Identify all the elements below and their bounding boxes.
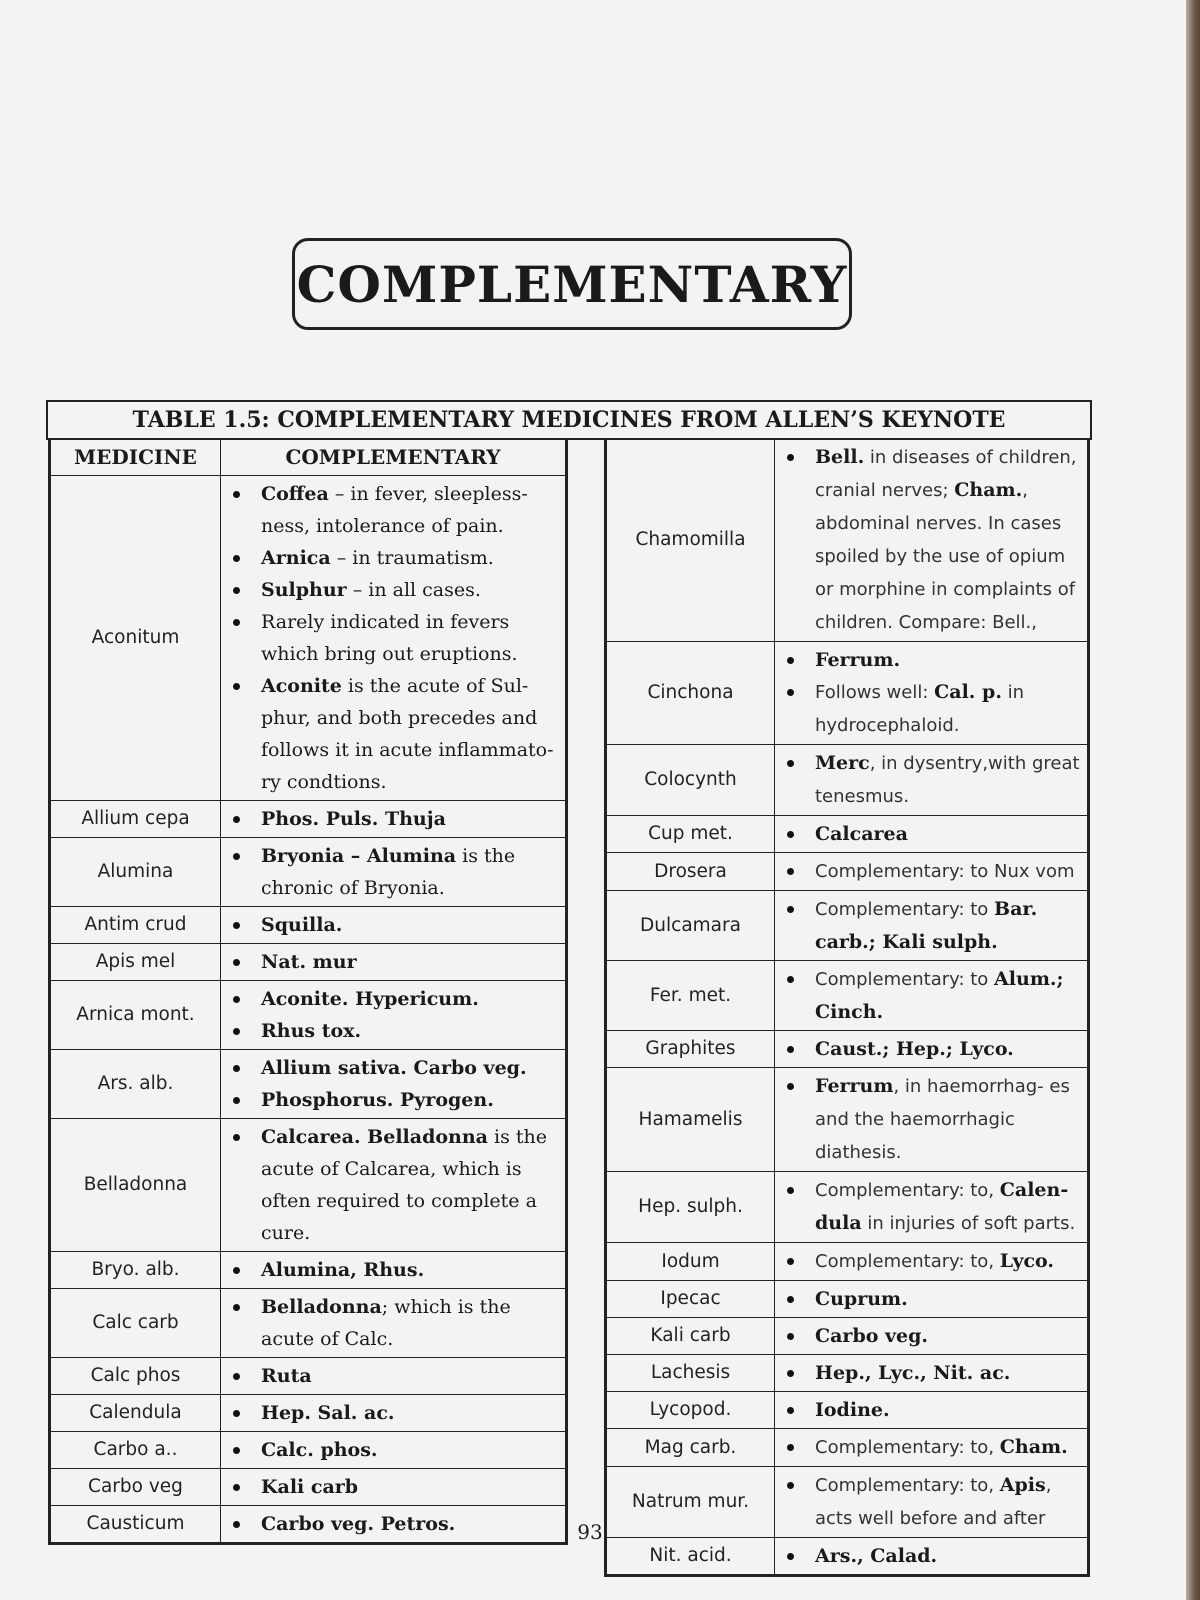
table-row [51, 907, 566, 944]
complementary-cell [221, 1469, 566, 1506]
complementary-list [227, 1254, 559, 1286]
list-item [227, 1434, 559, 1466]
table-row [607, 1318, 1088, 1355]
list-item [227, 983, 559, 1015]
bold-text: Calcarea [815, 823, 908, 845]
complementary-cell [221, 1119, 566, 1252]
medicine-cell: Ars. alb. [51, 1050, 221, 1119]
text: in diseases of children, cranial nerves; [815, 447, 1077, 501]
bold-text: Phos. Puls. Thuja [261, 808, 446, 830]
list-item [781, 1320, 1081, 1352]
complementary-list [781, 1394, 1081, 1426]
bold-text: Squilla. [261, 914, 343, 936]
medicine-cell: Colocynth [607, 745, 775, 816]
medicine-cell: Carbo veg [51, 1469, 221, 1506]
list-item [781, 1394, 1081, 1426]
complementary-list [781, 1245, 1081, 1278]
header-row [51, 439, 566, 476]
text: ; which is the acute of Calc. [261, 1296, 511, 1350]
medicine-cell: Hep. sulph. [607, 1172, 775, 1243]
text: – in traumatism. [330, 547, 494, 569]
complementary-cell [221, 1289, 566, 1358]
complementary-list [781, 1070, 1081, 1169]
text: , in haemorrhag- es and the haemorrhagic diathesis. [815, 1076, 1070, 1163]
text: Complementary: to, [815, 1475, 1000, 1496]
bold-text: Cuprum. [815, 1288, 908, 1310]
bold-text: Rhus tox. [261, 1020, 362, 1042]
complementary-cell [775, 1429, 1088, 1467]
bold-text: Ferrum. [815, 649, 901, 671]
list-item [227, 1121, 559, 1249]
medicine-cell: Apis mel [51, 944, 221, 981]
medicine-cell: Graphites [607, 1031, 775, 1068]
bold-text: Arnica [261, 547, 331, 569]
table-row [51, 1432, 566, 1469]
complementary-list [227, 803, 559, 835]
bold-text: Allium sativa. Carbo veg. [261, 1057, 527, 1079]
medicine-cell: Lycopod. [607, 1392, 775, 1429]
text: Complementary: to [815, 899, 995, 920]
list-item [227, 478, 559, 542]
table-row [607, 1172, 1088, 1243]
bold-text: Calen- dula [815, 1179, 1069, 1234]
table-row [607, 1429, 1088, 1467]
table-row [51, 1358, 566, 1395]
table-row [607, 816, 1088, 853]
table-row [607, 745, 1088, 816]
page-title-box [292, 238, 852, 330]
complementary-list [227, 1052, 559, 1116]
complementary-cell [775, 1243, 1088, 1281]
complementary-cell [221, 838, 566, 907]
medicine-cell: Chamomilla [607, 439, 775, 642]
page-edge [1186, 0, 1200, 1600]
bold-text: Apis [999, 1474, 1046, 1496]
complementary-list [227, 1434, 559, 1466]
complementary-list [781, 1357, 1081, 1389]
bold-text: Lyco. [999, 1250, 1055, 1272]
list-item [781, 676, 1081, 742]
table-row [607, 853, 1088, 891]
complementary-list [781, 644, 1081, 742]
complementary-cell [775, 816, 1088, 853]
complementary-cell [221, 476, 566, 801]
complementary-list [227, 1397, 559, 1429]
complementary-list [781, 1174, 1081, 1240]
list-item [227, 1397, 559, 1429]
medicine-cell: Calc carb [51, 1289, 221, 1358]
medicine-cell: Drosera [607, 853, 775, 891]
medicine-cell: Cup met. [607, 816, 775, 853]
table-row [607, 439, 1088, 642]
text: Complementary: to, [815, 1437, 1000, 1458]
table-row [607, 642, 1088, 745]
bold-text: Carbo veg. [815, 1325, 929, 1347]
page-number: 93 [577, 1520, 603, 1544]
bold-text: Calcarea. Belladonna [261, 1126, 488, 1148]
complementary-cell [775, 891, 1088, 961]
complementary-cell [775, 1031, 1088, 1068]
complementary-list [781, 1283, 1081, 1315]
complementary-cell [775, 853, 1088, 891]
complementary-list [781, 818, 1081, 850]
complementary-cell [775, 961, 1088, 1031]
left-column [48, 438, 568, 1545]
complementary-cell [221, 1432, 566, 1469]
bold-text: Carbo veg. Petros. [261, 1513, 456, 1535]
bold-text: Ruta [261, 1365, 312, 1387]
table-row [51, 981, 566, 1050]
complementary-list [227, 983, 559, 1047]
medicine-cell: Aconitum [51, 476, 221, 801]
list-item [227, 1291, 559, 1355]
bold-text: Calc. phos. [261, 1439, 378, 1461]
table-row [51, 1252, 566, 1289]
table-caption: TABLE 1.5: COMPLEMENTARY MEDICINES FROM ALLEN’S KEYNOTE [46, 400, 1092, 440]
list-item [781, 855, 1081, 888]
complementary-cell [775, 1318, 1088, 1355]
text: Complementary: to, [815, 1180, 1000, 1201]
complementary-cell [775, 1068, 1088, 1172]
list-item [227, 1052, 559, 1084]
medicine-cell: Cinchona [607, 642, 775, 745]
bold-text: Hep., Lyc., Nit. ac. [815, 1362, 1011, 1384]
list-item [781, 1033, 1081, 1065]
complementary-cell [775, 1172, 1088, 1243]
complementary-list [781, 1540, 1081, 1572]
table-row [51, 1395, 566, 1432]
complementary-list [227, 1121, 559, 1249]
medicine-cell: Arnica mont. [51, 981, 221, 1050]
bold-text: Cham. [954, 479, 1023, 501]
medicine-cell: Ipecac [607, 1281, 775, 1318]
text: Complementary: to Nux vom [815, 861, 1075, 882]
list-item [781, 893, 1081, 958]
complementary-list [781, 1431, 1081, 1464]
complementary-cell [221, 1358, 566, 1395]
list-item [781, 441, 1081, 639]
bold-text: Nat. mur [261, 951, 357, 973]
complementary-list [781, 855, 1081, 888]
list-item [227, 840, 559, 904]
table-row [51, 1469, 566, 1506]
list-item [227, 1360, 559, 1392]
medicine-cell: Dulcamara [607, 891, 775, 961]
list-item [227, 542, 559, 574]
bold-text: Aconite [261, 675, 342, 697]
complementary-list [227, 946, 559, 978]
table-row [607, 1355, 1088, 1392]
bold-text: Alumina, Rhus. [261, 1259, 425, 1281]
text: , abdominal nerves. In cases spoiled by the use of opium or morphine in complaints of children. Compare: Bell., [815, 480, 1076, 633]
table-row [607, 1243, 1088, 1281]
text: Rarely indicated in fevers which bring out eruptions. [261, 611, 518, 665]
bold-text: Sulphur [261, 579, 347, 601]
complementary-list [781, 1320, 1081, 1352]
bold-text: Ars., Calad. [815, 1545, 938, 1567]
medicine-cell: Belladonna [51, 1119, 221, 1252]
bold-text: Bell. [815, 446, 865, 468]
list-item [227, 606, 559, 670]
medicine-cell: Mag carb. [607, 1429, 775, 1467]
complementary-cell [221, 1395, 566, 1432]
complementary-list [781, 893, 1081, 958]
list-item [781, 1431, 1081, 1464]
medicine-cell: Allium cepa [51, 801, 221, 838]
complementary-cell [221, 1050, 566, 1119]
complementary-list [227, 840, 559, 904]
table-row [607, 961, 1088, 1031]
list-item [227, 1254, 559, 1286]
complementary-cell [221, 907, 566, 944]
complementary-cell [221, 981, 566, 1050]
text: – in fever, sleepless- ness, intolerance of pain. [261, 483, 528, 537]
medicine-cell: Bryo. alb. [51, 1252, 221, 1289]
table-row [607, 1281, 1088, 1318]
complementary-list [227, 1291, 559, 1355]
complementary-cell [775, 439, 1088, 642]
list-item [227, 1015, 559, 1047]
complementary-cell [775, 745, 1088, 816]
text: is the acute of Calcarea, which is often required to complete a cure. [261, 1126, 547, 1244]
medicine-cell: Causticum [51, 1506, 221, 1543]
list-item [781, 1174, 1081, 1240]
bold-text: Hep. Sal. ac. [261, 1402, 395, 1424]
list-item [781, 644, 1081, 676]
bold-text: Alum.; Cinch. [815, 968, 1064, 1023]
table-row [607, 891, 1088, 961]
text: , in dysentry,with great tenesmus. [815, 753, 1080, 807]
text: – in all cases. [346, 579, 481, 601]
text: Follows well: [815, 682, 935, 703]
medicine-cell: Lachesis [607, 1355, 775, 1392]
right-table-body [607, 439, 1088, 1575]
bold-text: Cal. p. [934, 681, 1002, 703]
list-item [781, 1245, 1081, 1278]
complementary-cell [775, 1355, 1088, 1392]
list-item [781, 818, 1081, 850]
complementary-cell [221, 1252, 566, 1289]
list-item [227, 1084, 559, 1116]
medicine-cell: Fer. met. [607, 961, 775, 1031]
list-item [781, 1070, 1081, 1169]
medicine-cell: Iodum [607, 1243, 775, 1281]
table-row [51, 1119, 566, 1252]
list-item [781, 1357, 1081, 1389]
right-column [604, 438, 1090, 1577]
bold-text: Belladonna [261, 1296, 382, 1318]
text: Complementary: to [815, 969, 995, 990]
header-complementary: COMPLEMENTARY [221, 439, 566, 476]
table-row [51, 838, 566, 907]
bold-text: Cham. [999, 1436, 1068, 1458]
medicine-cell: Alumina [51, 838, 221, 907]
bold-text: Phosphorus. Pyrogen. [261, 1089, 494, 1111]
complementary-list [781, 1033, 1081, 1065]
complementary-cell [775, 1392, 1088, 1429]
bold-text: Kali carb [261, 1476, 359, 1498]
complementary-list [781, 963, 1081, 1028]
medicine-cell: Kali carb [607, 1318, 775, 1355]
table-row [607, 1392, 1088, 1429]
list-item [227, 946, 559, 978]
table-row [51, 944, 566, 981]
text: in hydrocephaloid. [815, 682, 1025, 736]
table-row [607, 1068, 1088, 1172]
complementary-list [227, 1360, 559, 1392]
medicine-cell: Nit. acid. [607, 1538, 775, 1575]
list-item [227, 670, 559, 798]
table-row [51, 801, 566, 838]
complementary-list [227, 1471, 559, 1503]
bold-text: Ferrum [815, 1075, 894, 1097]
list-item [227, 574, 559, 606]
text: is the chronic of Bryonia. [261, 845, 516, 899]
complementary-list [227, 478, 559, 798]
complementary-cell [221, 801, 566, 838]
complementary-cell [221, 944, 566, 981]
bold-text: Bryonia – Alumina [261, 845, 457, 867]
bold-text: Bar. carb.; Kali sulph. [815, 898, 1038, 953]
medicine-cell: Hamamelis [607, 1068, 775, 1172]
bold-text: Coffea [261, 483, 329, 505]
text: , acts well before and after [815, 1475, 1052, 1529]
bold-text: Caust.; Hep.; Lyco. [815, 1038, 1014, 1060]
complementary-cell [775, 1281, 1088, 1318]
table-row [51, 1050, 566, 1119]
page-title: COMPLEMENTARY [296, 254, 848, 314]
bold-text: Aconite. Hypericum. [261, 988, 479, 1010]
text: Complementary: to, [815, 1251, 1000, 1272]
complementary-cell [775, 642, 1088, 745]
medicine-cell: Calc phos [51, 1358, 221, 1395]
text: in injuries of soft parts. [861, 1213, 1076, 1234]
table-row [51, 476, 566, 801]
complementary-list [781, 441, 1081, 639]
list-item [781, 1540, 1081, 1572]
bold-text: Merc [815, 752, 870, 774]
medicine-cell: Natrum mur. [607, 1467, 775, 1538]
medicine-cell: Calendula [51, 1395, 221, 1432]
list-item [781, 963, 1081, 1028]
complementary-list [227, 909, 559, 941]
medicine-cell: Carbo a.. [51, 1432, 221, 1469]
table-row [51, 1289, 566, 1358]
text: is the acute of Sul- phur, and both precedes and follows it in acute inflammato- ry condtions. [261, 675, 554, 793]
list-item [227, 803, 559, 835]
list-item [227, 909, 559, 941]
list-item [781, 1283, 1081, 1315]
header-medicine: MEDICINE [51, 439, 221, 476]
table-row [607, 1031, 1088, 1068]
list-item [781, 747, 1081, 813]
complementary-list [781, 747, 1081, 813]
bold-text: Iodine. [815, 1399, 890, 1421]
left-table-body [51, 476, 566, 1543]
list-item [227, 1471, 559, 1503]
medicine-cell: Antim crud [51, 907, 221, 944]
